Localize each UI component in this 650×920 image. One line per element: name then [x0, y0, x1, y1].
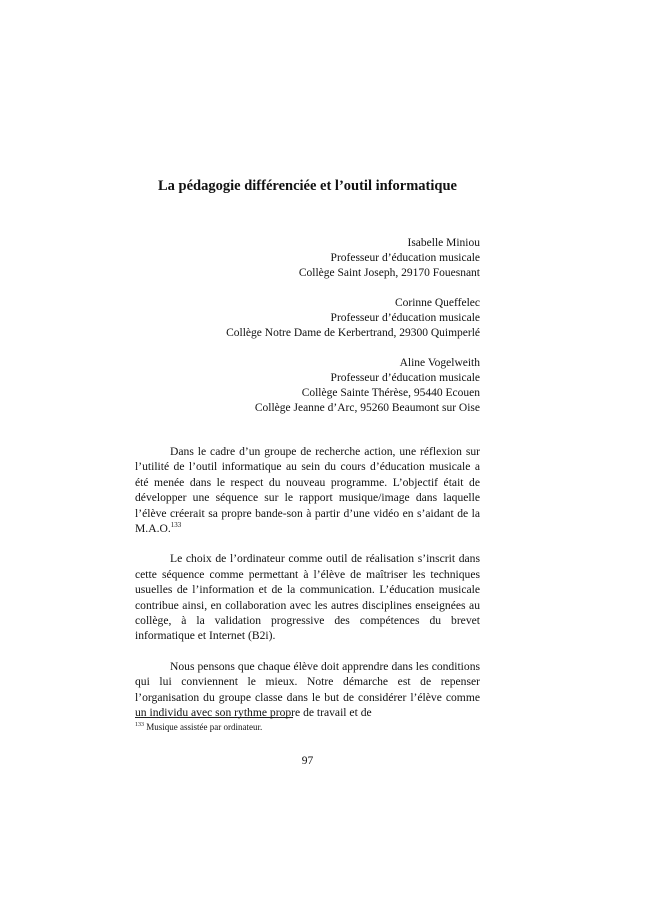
author-role: Professeur d’éducation musicale [330, 312, 480, 324]
footnote-reference[interactable]: 133 [170, 521, 182, 530]
author-affiliation: Collège Notre Dame de Kerbertrand, 29300 Quimperlé [226, 327, 480, 339]
page-title: La pédagogie différenciée et l’outil informatique [158, 178, 457, 194]
page-number: 97 [301, 755, 314, 767]
body-text [135, 444, 480, 736]
author-block [135, 296, 480, 341]
paragraph-text: Dans le cadre d’un groupe de recherche action, une réflexion sur l’utilité de l’outil informatique au sein du cours d’éducation musicale a été menée dans le respect du nouveau programme. L’objectif était de développer une séquence sur le rapport musique/image dans laquelle l’élève créerait sa propre bande-son à partir d’une vidéo en s’aidant de la M.A.O. [135, 445, 480, 536]
paragraph: Nous pensons que chaque élève doit apprendre dans les conditions qui lui conviennent le mieux. Notre démarche est de repenser l’organisation du groupe classe dans le but de considérer l’élève comme un individu avec son rythme propre de travail et de [135, 659, 480, 720]
author-block [135, 356, 480, 416]
author-role: Professeur d’éducation musicale [330, 372, 480, 384]
author-affiliation: Collège Sainte Thérèse, 95440 Ecouen [301, 387, 480, 399]
author-block [135, 236, 480, 281]
paragraph: Le choix de l’ordinateur comme outil de réalisation s’inscrit dans cette séquence comme permettant à l’élève de maîtriser les techniques usuelles de l’information et de la communication. L’éducation musicale contribue ainsi, en collaboration avec les autres disciplines enseignées au collège, à la validation progressive des compétences du brevet informatique et Internet (B2i). [135, 552, 480, 643]
author-name: Aline Vogelweith [399, 357, 480, 369]
author-name: Corinne Queffelec [394, 297, 480, 309]
footnote [135, 722, 262, 732]
paragraph [135, 444, 480, 536]
author-list [135, 236, 480, 431]
footnote-text: Musique assistée par ordinateur. [146, 722, 263, 732]
author-role: Professeur d’éducation musicale [330, 252, 480, 264]
author-name: Isabelle Miniou [407, 237, 480, 249]
author-affiliation: Collège Jeanne d’Arc, 95260 Beaumont sur Oise [254, 402, 480, 414]
footnote-divider [135, 717, 293, 718]
author-affiliation: Collège Saint Joseph, 29170 Fouesnant [298, 267, 480, 279]
footnote-marker: 133 [135, 722, 144, 728]
